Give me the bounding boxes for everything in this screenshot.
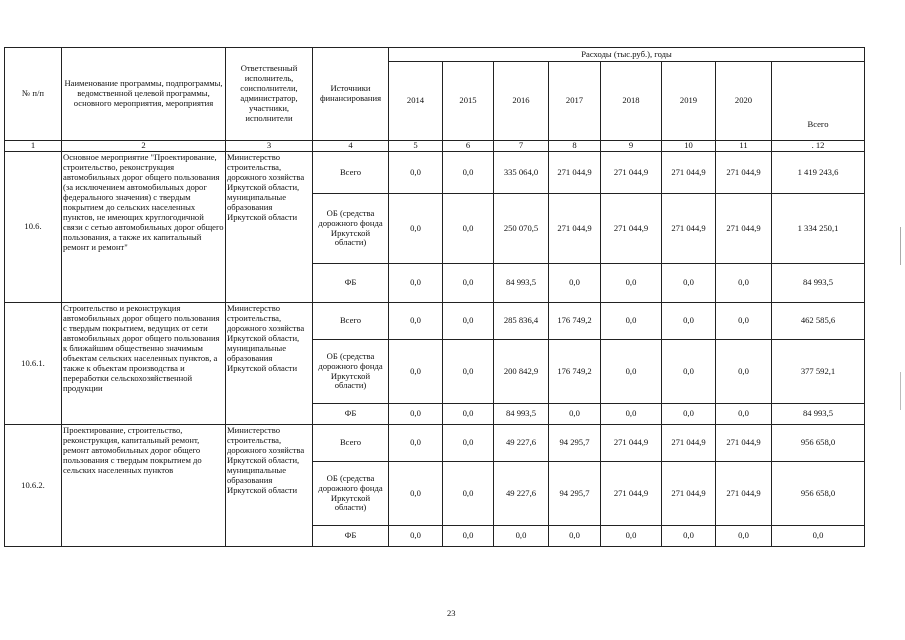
value-cell: 0,0 — [494, 526, 549, 547]
header-year: 2014 — [389, 62, 443, 141]
header-source: Источники финансирования — [313, 48, 389, 141]
value-cell: 0,0 — [389, 425, 443, 462]
scan-edge-mark — [900, 227, 901, 265]
value-cell: 0,0 — [389, 340, 443, 404]
value-cell: 271 044,9 — [601, 152, 662, 194]
value-cell: 49 227,6 — [494, 462, 549, 526]
value-cell: 0,0 — [716, 303, 772, 340]
value-cell: 271 044,9 — [601, 194, 662, 264]
value-cell: 0,0 — [549, 404, 601, 425]
table-row — [5, 303, 865, 340]
total-cell: 84 993,5 — [772, 264, 865, 303]
total-cell: 1 334 250,1 — [772, 194, 865, 264]
value-cell: 0,0 — [716, 404, 772, 425]
value-cell: 271 044,9 — [601, 425, 662, 462]
header-year: 2016 — [494, 62, 549, 141]
total-cell: 956 658,0 — [772, 425, 865, 462]
column-number: 10 — [662, 141, 716, 152]
funding-source: ФБ — [313, 404, 389, 425]
column-number: 4 — [313, 141, 389, 152]
table-row — [5, 425, 865, 462]
value-cell: 200 842,9 — [494, 340, 549, 404]
value-cell: 271 044,9 — [716, 194, 772, 264]
funding-source: Всего — [313, 303, 389, 340]
value-cell: 271 044,9 — [549, 194, 601, 264]
header-expenses: Расходы (тыс.руб.), годы — [389, 48, 865, 62]
value-cell: 176 749,2 — [549, 303, 601, 340]
value-cell: 0,0 — [662, 303, 716, 340]
row-number: 10.6. — [5, 152, 62, 303]
value-cell: 0,0 — [389, 526, 443, 547]
funding-source: Всего — [313, 425, 389, 462]
measure-name: Строительство и реконструкция автомобильных дорог общего пользования с твердым покрытием, ведущих от сети автомобильных дорог общего пользования к ближайшим общественно значимым объектам сельских населенных пунктов, а также к объектам производства и переработки сельскохозяйственной продукции — [62, 303, 226, 425]
value-cell: 250 070,5 — [494, 194, 549, 264]
funding-source: ФБ — [313, 264, 389, 303]
value-cell: 271 044,9 — [662, 462, 716, 526]
column-number: 8 — [549, 141, 601, 152]
value-cell: 271 044,9 — [662, 194, 716, 264]
header-responsible: Ответственный исполнитель, соисполнители, администратор, участники, исполнители — [226, 48, 313, 141]
value-cell: 285 836,4 — [494, 303, 549, 340]
header-year: 2015 — [443, 62, 494, 141]
value-cell: 0,0 — [389, 404, 443, 425]
value-cell: 0,0 — [601, 404, 662, 425]
value-cell: 0,0 — [443, 526, 494, 547]
table-row — [5, 152, 865, 194]
funding-source: ОБ (средства дорожного фонда Иркутской области) — [313, 340, 389, 404]
value-cell: 0,0 — [662, 264, 716, 303]
value-cell: 0,0 — [716, 526, 772, 547]
row-number: 10.6.2. — [5, 425, 62, 547]
column-number: 3 — [226, 141, 313, 152]
value-cell: 0,0 — [443, 404, 494, 425]
header-name: Наименование программы, подпрограммы, ведомственной целевой программы, основного мероприятия, мероприятия — [62, 48, 226, 141]
value-cell: 0,0 — [549, 526, 601, 547]
funding-source: Всего — [313, 152, 389, 194]
value-cell: 0,0 — [443, 425, 494, 462]
column-number: 6 — [443, 141, 494, 152]
row-number: 10.6.1. — [5, 303, 62, 425]
value-cell: 94 295,7 — [549, 425, 601, 462]
value-cell: 0,0 — [443, 264, 494, 303]
total-cell: 956 658,0 — [772, 462, 865, 526]
value-cell: 271 044,9 — [716, 425, 772, 462]
value-cell: 0,0 — [389, 303, 443, 340]
value-cell: 0,0 — [601, 340, 662, 404]
value-cell: 84 993,5 — [494, 404, 549, 425]
value-cell: 271 044,9 — [716, 462, 772, 526]
value-cell: 0,0 — [549, 264, 601, 303]
total-cell: 462 585,6 — [772, 303, 865, 340]
value-cell: 0,0 — [601, 303, 662, 340]
value-cell: 271 044,9 — [601, 462, 662, 526]
measure-name: Проектирование, строительство, реконструкция, капитальный ремонт, ремонт автомобильных дорог общего пользования с твердым покрытием до сельских населенных пунктов — [62, 425, 226, 547]
responsible-executor: Министерство строительства, дорожного хозяйства Иркутской области, муниципальные образования Иркутской области — [226, 152, 313, 303]
value-cell: 271 044,9 — [662, 152, 716, 194]
funding-source: ФБ — [313, 526, 389, 547]
value-cell: 84 993,5 — [494, 264, 549, 303]
value-cell: 0,0 — [389, 462, 443, 526]
header-num: № п/п — [5, 48, 62, 141]
funding-source: ОБ (средства дорожного фонда Иркутской области) — [313, 462, 389, 526]
value-cell: 0,0 — [443, 340, 494, 404]
value-cell: 271 044,9 — [662, 425, 716, 462]
value-cell: 0,0 — [443, 303, 494, 340]
budget-table — [4, 47, 865, 547]
funding-source: ОБ (средства дорожного фонда Иркутской области) — [313, 194, 389, 264]
total-cell: 1 419 243,6 — [772, 152, 865, 194]
value-cell: 0,0 — [662, 526, 716, 547]
responsible-executor: Министерство строительства, дорожного хозяйства Иркутской области, муниципальные образования Иркутской области — [226, 303, 313, 425]
header-year: 2018 — [601, 62, 662, 141]
value-cell: 0,0 — [443, 194, 494, 264]
value-cell: 271 044,9 — [549, 152, 601, 194]
header-year: 2020 — [716, 62, 772, 141]
value-cell: 0,0 — [389, 194, 443, 264]
value-cell: 0,0 — [389, 152, 443, 194]
value-cell: 0,0 — [716, 340, 772, 404]
responsible-executor: Министерство строительства, дорожного хозяйства Иркутской области, муниципальные образования Иркутской области — [226, 425, 313, 547]
scan-edge-mark — [900, 372, 901, 410]
value-cell: 49 227,6 — [494, 425, 549, 462]
measure-name: Основное мероприятие "Проектирование, строительство, реконструкция автомобильных дорог общего пользования (за исключением автомобильных дорог федерального значения) с твердым покрытием до сельских населенных пунктов, не имеющих круглогодичной связи с сетью автомобильных дорог общего пользования, а также их капитальный ремонт и ремонт" — [62, 152, 226, 303]
value-cell: 0,0 — [601, 526, 662, 547]
total-cell: 84 993,5 — [772, 404, 865, 425]
value-cell: 0,0 — [601, 264, 662, 303]
column-number: . 12 — [772, 141, 865, 152]
column-number: 1 — [5, 141, 62, 152]
column-number: 11 — [716, 141, 772, 152]
value-cell: 335 064,0 — [494, 152, 549, 194]
value-cell: 271 044,9 — [716, 152, 772, 194]
total-cell: 0,0 — [772, 526, 865, 547]
column-number: 2 — [62, 141, 226, 152]
value-cell: 0,0 — [662, 340, 716, 404]
value-cell: 0,0 — [662, 404, 716, 425]
column-number: 9 — [601, 141, 662, 152]
header-year: 2017 — [549, 62, 601, 141]
column-number: 7 — [494, 141, 549, 152]
header-year: 2019 — [662, 62, 716, 141]
total-cell: 377 592,1 — [772, 340, 865, 404]
value-cell: 0,0 — [443, 462, 494, 526]
header-total: Всего — [772, 62, 865, 141]
column-number: 5 — [389, 141, 443, 152]
value-cell: 0,0 — [389, 264, 443, 303]
value-cell: 176 749,2 — [549, 340, 601, 404]
value-cell: 0,0 — [716, 264, 772, 303]
value-cell: 0,0 — [443, 152, 494, 194]
value-cell: 94 295,7 — [549, 462, 601, 526]
page-number: 23 — [447, 608, 456, 618]
